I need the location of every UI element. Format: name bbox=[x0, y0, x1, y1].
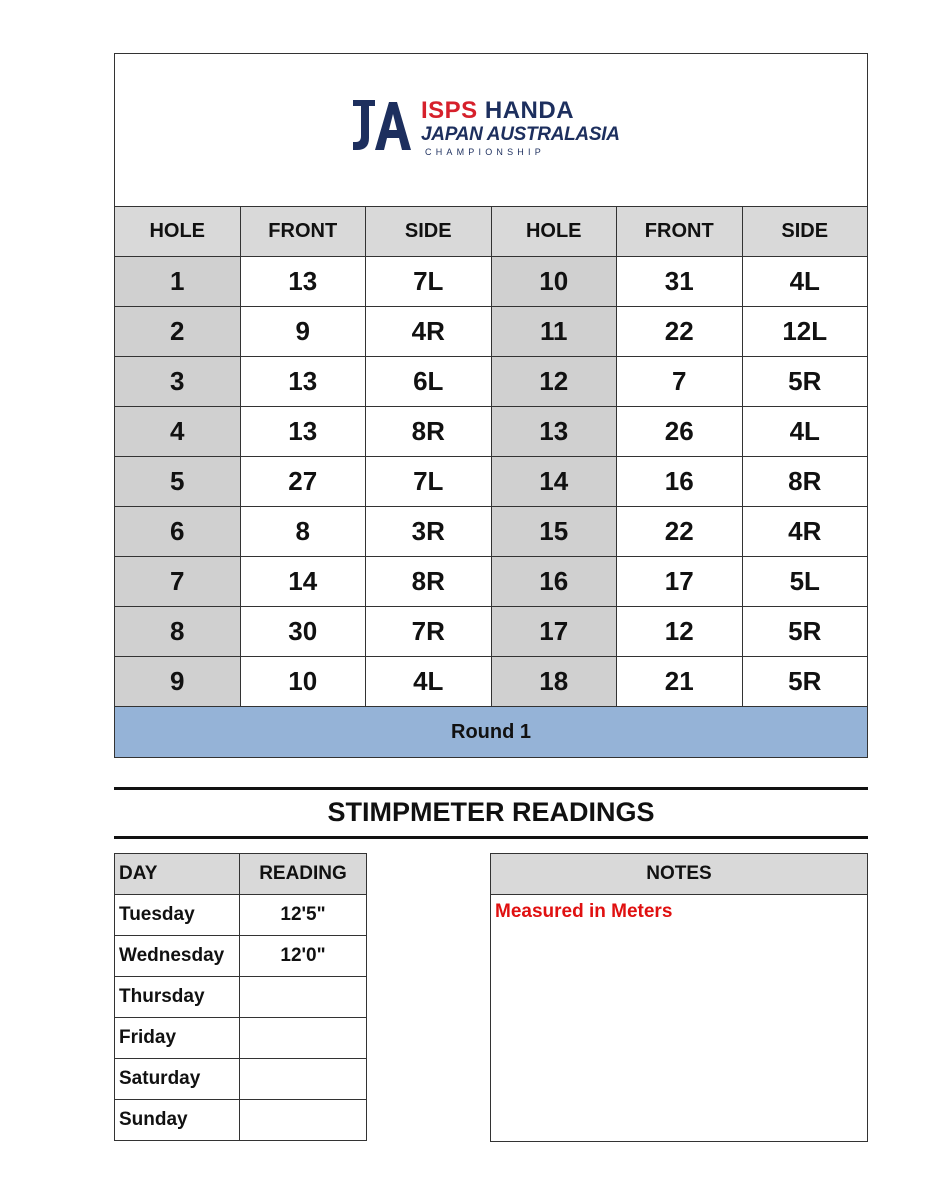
side-cell: 4L bbox=[742, 407, 868, 457]
side-cell: 4R bbox=[742, 507, 868, 557]
hole-cell: 17 bbox=[491, 607, 617, 657]
reading-header: READING bbox=[240, 854, 367, 895]
front-cell: 27 bbox=[240, 457, 366, 507]
notes-title: NOTES bbox=[491, 854, 867, 895]
header-front: FRONT bbox=[617, 207, 743, 257]
side-cell: 5R bbox=[742, 607, 868, 657]
hole-cell: 9 bbox=[115, 657, 241, 707]
front-cell: 22 bbox=[617, 507, 743, 557]
table-row bbox=[115, 607, 868, 657]
reading-row bbox=[115, 895, 367, 936]
day-header: DAY bbox=[115, 854, 240, 895]
table-row bbox=[115, 657, 868, 707]
pin-sheet bbox=[114, 53, 868, 758]
ja-logo-mark-icon bbox=[351, 98, 413, 154]
side-cell: 7R bbox=[366, 607, 492, 657]
side-cell: 8R bbox=[742, 457, 868, 507]
hole-cell: 5 bbox=[115, 457, 241, 507]
readings-header-row bbox=[115, 854, 367, 895]
reading-cell: 12'5" bbox=[240, 895, 367, 936]
reading-row bbox=[115, 1018, 367, 1059]
stimpmeter-title: STIMPMETER READINGS bbox=[114, 787, 868, 839]
round-label: Round 1 bbox=[115, 707, 868, 758]
front-cell: 7 bbox=[617, 357, 743, 407]
round-row bbox=[115, 707, 868, 758]
side-cell: 8R bbox=[366, 557, 492, 607]
reading-row bbox=[115, 1100, 367, 1141]
front-cell: 9 bbox=[240, 307, 366, 357]
hole-cell: 7 bbox=[115, 557, 241, 607]
front-cell: 21 bbox=[617, 657, 743, 707]
reading-cell bbox=[240, 977, 367, 1018]
front-cell: 13 bbox=[240, 257, 366, 307]
logo-wordmark bbox=[421, 98, 620, 158]
table-row bbox=[115, 307, 868, 357]
side-cell: 12L bbox=[742, 307, 868, 357]
hole-cell: 18 bbox=[491, 657, 617, 707]
header-side: SIDE bbox=[742, 207, 868, 257]
front-cell: 17 bbox=[617, 557, 743, 607]
table-row bbox=[115, 557, 868, 607]
front-cell: 14 bbox=[240, 557, 366, 607]
hole-cell: 1 bbox=[115, 257, 241, 307]
header-hole: HOLE bbox=[491, 207, 617, 257]
logo-isps: ISPS bbox=[421, 97, 478, 124]
table-row bbox=[115, 457, 868, 507]
reading-cell: 12'0" bbox=[240, 936, 367, 977]
side-cell: 6L bbox=[366, 357, 492, 407]
table-row bbox=[115, 407, 868, 457]
header-hole: HOLE bbox=[115, 207, 241, 257]
front-cell: 12 bbox=[617, 607, 743, 657]
day-cell: Friday bbox=[115, 1018, 240, 1059]
front-cell: 10 bbox=[240, 657, 366, 707]
front-cell: 13 bbox=[240, 407, 366, 457]
hole-cell: 13 bbox=[491, 407, 617, 457]
reading-cell bbox=[240, 1018, 367, 1059]
table-header-row bbox=[115, 207, 868, 257]
side-cell: 7L bbox=[366, 457, 492, 507]
championship-logo bbox=[351, 98, 641, 162]
hole-cell: 11 bbox=[491, 307, 617, 357]
logo-handa: HANDA bbox=[484, 97, 575, 124]
reading-row bbox=[115, 977, 367, 1018]
side-cell: 5R bbox=[742, 357, 868, 407]
front-cell: 26 bbox=[617, 407, 743, 457]
side-cell: 7L bbox=[366, 257, 492, 307]
hole-cell: 16 bbox=[491, 557, 617, 607]
stimpmeter-table bbox=[114, 853, 367, 1141]
logo-header bbox=[114, 53, 868, 206]
side-cell: 4L bbox=[366, 657, 492, 707]
logo-line-1 bbox=[421, 98, 620, 124]
side-cell: 4R bbox=[366, 307, 492, 357]
side-cell: 5L bbox=[742, 557, 868, 607]
hole-cell: 6 bbox=[115, 507, 241, 557]
day-cell: Sunday bbox=[115, 1100, 240, 1141]
day-cell: Tuesday bbox=[115, 895, 240, 936]
hole-cell: 2 bbox=[115, 307, 241, 357]
side-cell: 4L bbox=[742, 257, 868, 307]
side-cell: 5R bbox=[742, 657, 868, 707]
notes-box bbox=[490, 853, 868, 1142]
day-cell: Wednesday bbox=[115, 936, 240, 977]
hole-cell: 4 bbox=[115, 407, 241, 457]
hole-positions-table bbox=[114, 206, 868, 758]
front-cell: 31 bbox=[617, 257, 743, 307]
notes-text: Measured in Meters bbox=[495, 901, 673, 922]
logo-line-3: CHAMPIONSHIP bbox=[425, 147, 545, 157]
reading-cell bbox=[240, 1059, 367, 1100]
header-side: SIDE bbox=[366, 207, 492, 257]
hole-cell: 10 bbox=[491, 257, 617, 307]
day-cell: Saturday bbox=[115, 1059, 240, 1100]
front-cell: 16 bbox=[617, 457, 743, 507]
hole-cell: 15 bbox=[491, 507, 617, 557]
reading-row bbox=[115, 1059, 367, 1100]
front-cell: 13 bbox=[240, 357, 366, 407]
side-cell: 3R bbox=[366, 507, 492, 557]
front-cell: 30 bbox=[240, 607, 366, 657]
hole-cell: 8 bbox=[115, 607, 241, 657]
table-row bbox=[115, 257, 868, 307]
front-cell: 22 bbox=[617, 307, 743, 357]
table-row bbox=[115, 357, 868, 407]
front-cell: 8 bbox=[240, 507, 366, 557]
hole-cell: 3 bbox=[115, 357, 241, 407]
header-front: FRONT bbox=[240, 207, 366, 257]
day-cell: Thursday bbox=[115, 977, 240, 1018]
table-row bbox=[115, 507, 868, 557]
hole-cell: 12 bbox=[491, 357, 617, 407]
reading-cell bbox=[240, 1100, 367, 1141]
reading-row bbox=[115, 936, 367, 977]
hole-cell: 14 bbox=[491, 457, 617, 507]
side-cell: 8R bbox=[366, 407, 492, 457]
logo-line-2: JAPAN AUSTRALASIA bbox=[421, 124, 620, 145]
